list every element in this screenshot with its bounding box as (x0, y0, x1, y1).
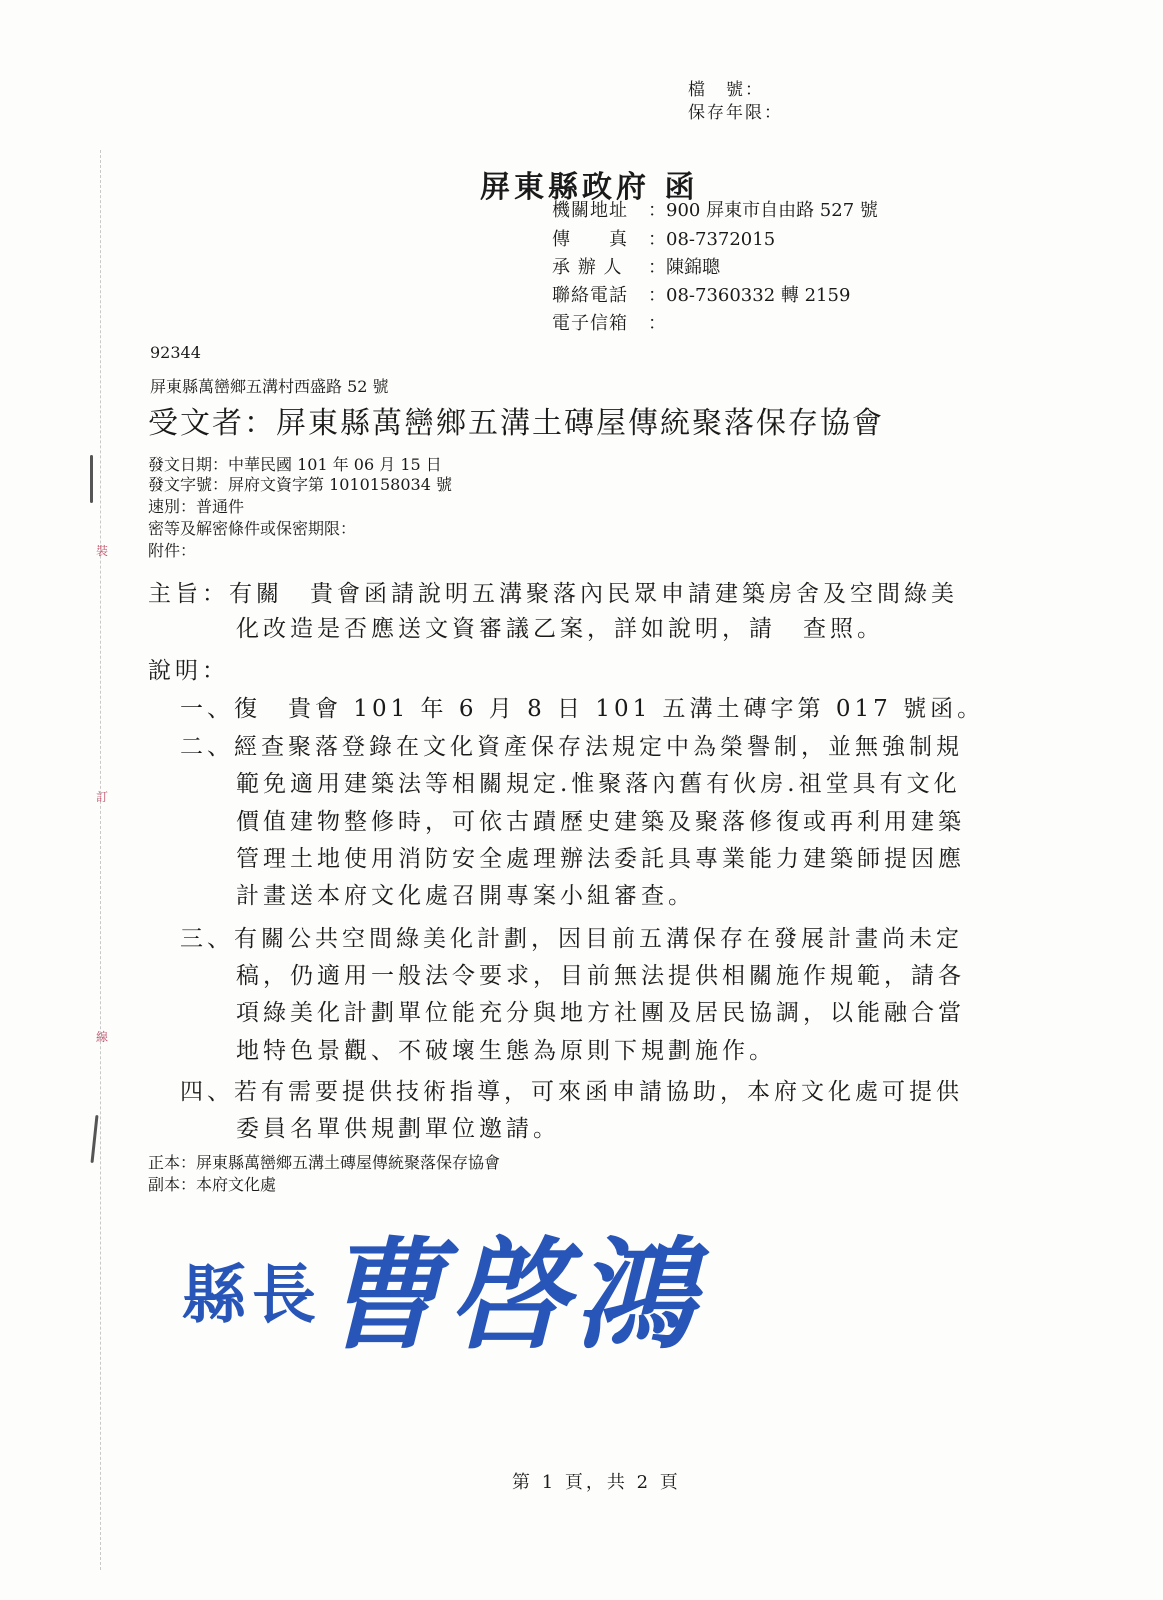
document-title: 屏東縣政府 函 (480, 170, 699, 205)
binding-mark-xian: 線 (96, 1030, 109, 1044)
explanation-line: 稿，仍適用一般法令要求，目前無法提供相關施作規範，請各 (236, 963, 965, 989)
info-value: ：900 屏東市自由路 527 號 (648, 200, 878, 221)
urgency: 速別：普通件 (148, 497, 245, 516)
file-number-label: 檔 號： (688, 80, 764, 100)
explanation-line: 管理土地使用消防安全處理辦法委託具專業能力建築師提因應 (236, 846, 965, 872)
explanation-line: 一、復 貴會 101 年 6 月 8 日 101 五溝土磚字第 017 號函。 (180, 696, 985, 722)
subject-line: 主旨：有關 貴會函請說明五溝聚落內民眾申請建築房舍及空間綠美 (148, 581, 958, 607)
attachments: 附件： (148, 541, 197, 560)
info-fax (552, 225, 775, 251)
issue-number: 發文字號：屏府文資字第 1010158034 號 (148, 475, 452, 494)
explanation-line: 範免適用建築法等相關規定.惟聚落內舊有伙房.祖堂具有文化 (236, 771, 961, 797)
explanation-line: 四、若有需要提供技術指導，可來函申請協助，本府文化處可提供 (180, 1079, 963, 1105)
staple-mark-bottom (90, 1115, 98, 1163)
explanation-line: 地特色景觀、不破壞生態為原則下規劃施作。 (236, 1038, 776, 1064)
info-value: ： (648, 313, 666, 334)
binding-line (100, 150, 101, 1570)
confidentiality: 密等及解密條件或保密期限： (148, 519, 357, 538)
recipient: 受文者：屏東縣萬巒鄉五溝土磚屋傳統聚落保存協會 (148, 406, 884, 441)
explanation-line: 二、經查聚落登錄在文化資產保存法規定中為榮譽制，並無強制規 (180, 734, 963, 760)
recipient-address: 屏東縣萬巒鄉五溝村西盛路 52 號 (150, 377, 389, 396)
info-value: ：08-7360332 轉 2159 (648, 285, 851, 306)
explanation-label: 說明： (148, 658, 229, 684)
explanation-line: 三、有關公共空間綠美化計劃，因目前五溝保存在發展計畫尚未定 (180, 926, 963, 952)
subject-line: 化改造是否應送文資審議乙案，詳如說明，請 查照。 (236, 616, 884, 642)
stamp-name: 曹啓鴻 (322, 1225, 700, 1366)
info-phone (552, 281, 850, 307)
copy-recipient: 副本：本府文化處 (148, 1175, 277, 1194)
page-number: 第 1 頁，共 2 頁 (512, 1472, 681, 1493)
info-label: 傳 真 (552, 229, 628, 250)
issue-date: 發文日期：中華民國 101 年 06 月 15 日 (148, 455, 442, 474)
magistrate-stamp (182, 1200, 700, 1372)
explanation-line: 委員名單供規劃單位邀請。 (236, 1116, 560, 1142)
staple-mark-top (90, 455, 93, 503)
explanation-line: 計畫送本府文化處召開專案小組審查。 (236, 883, 695, 909)
info-handler (552, 253, 720, 279)
info-value: ：陳錦聰 (648, 257, 720, 278)
stamp-title: 縣長 (182, 1258, 322, 1333)
info-label: 電子信箱 (552, 313, 628, 334)
explanation-line: 項綠美化計劃單位能充分與地方社團及居民協調，以能融合當 (236, 1000, 965, 1026)
retention-label: 保存年限： (688, 103, 783, 123)
info-value: ：08-7372015 (648, 229, 776, 250)
binding-mark-ding: 訂 (96, 790, 109, 804)
original-recipient: 正本：屏東縣萬巒鄉五溝土磚屋傳統聚落保存協會 (148, 1153, 501, 1172)
explanation-line: 價值建物整修時，可依古蹟歷史建築及聚落修復或再利用建築 (236, 809, 965, 835)
info-label: 聯絡電話 (552, 285, 628, 306)
binding-mark-zhuang: 裝 (96, 544, 109, 558)
info-email (552, 309, 666, 335)
postal-code: 92344 (150, 343, 201, 362)
info-label: 機關地址 (552, 200, 628, 221)
info-label: 承 辦 人 (552, 257, 623, 278)
info-address (552, 196, 878, 222)
